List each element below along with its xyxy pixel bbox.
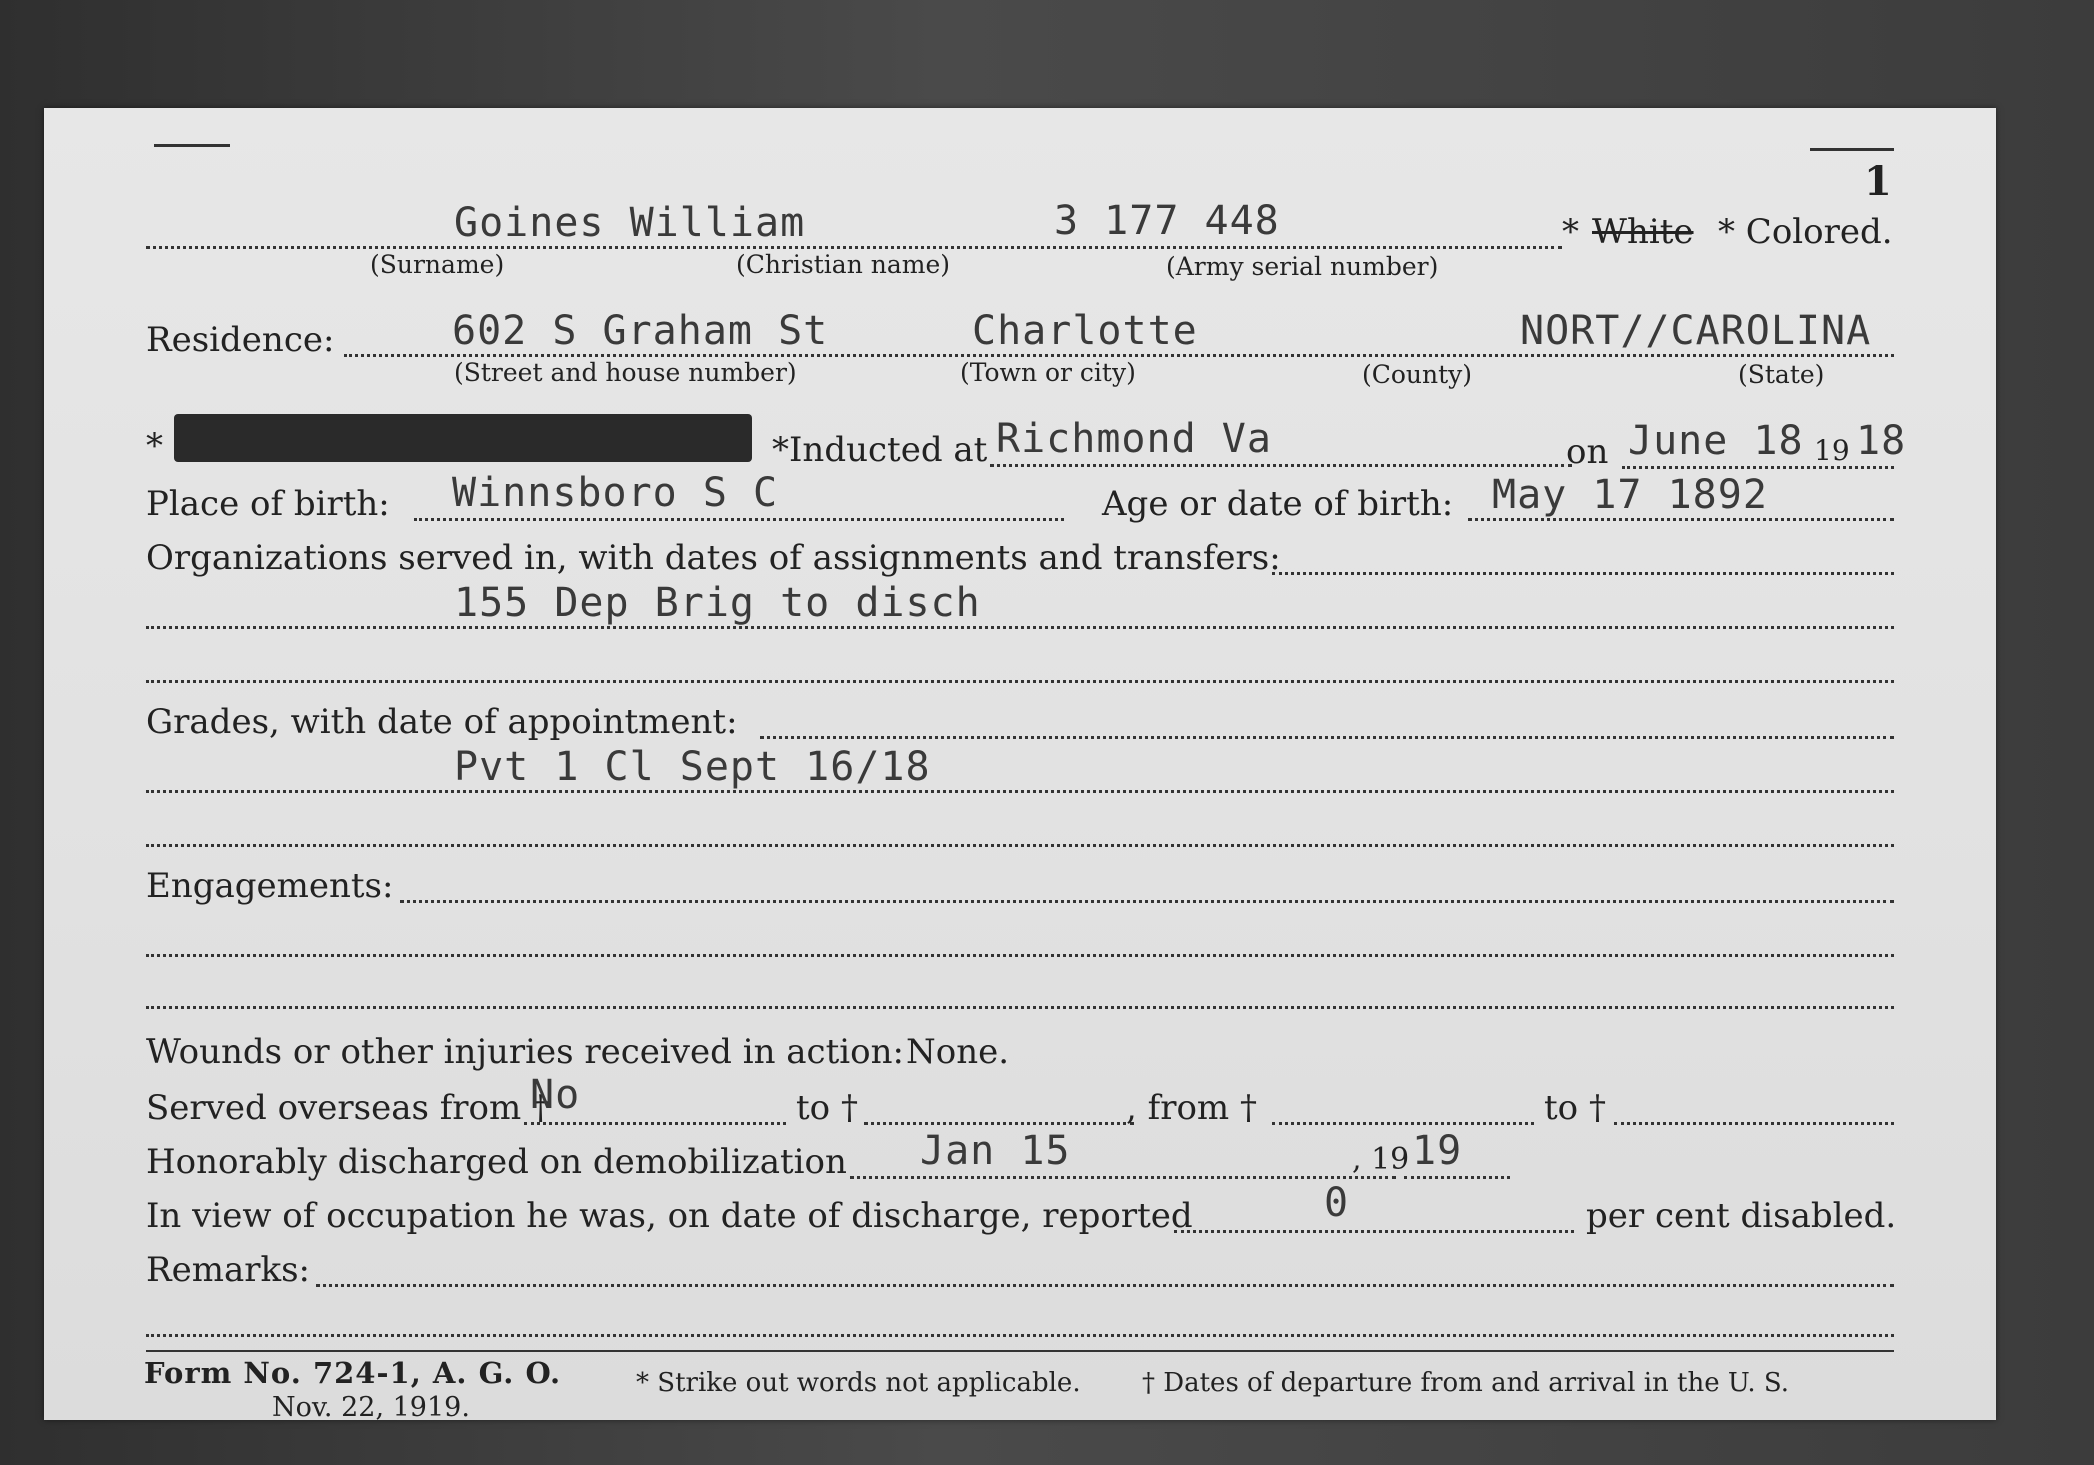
caption-town: (Town or city): [960, 358, 1136, 387]
induction-year-suffix: 18: [1856, 418, 1907, 464]
remarks-line-2: [146, 1334, 1894, 1337]
date-of-birth-label: Age or date of birth:: [1102, 484, 1454, 524]
residence-town: Charlotte: [972, 308, 1198, 354]
disability-suffix: per cent disabled.: [1586, 1196, 1897, 1236]
inducted-label: *Inducted at: [772, 430, 988, 470]
discharge-date-line: [850, 1176, 1396, 1179]
overseas-label: Served overseas from †: [146, 1088, 550, 1128]
grades-entry: Pvt 1 Cl Sept 16/18: [454, 744, 931, 790]
residence-label: Residence:: [146, 320, 335, 360]
footer-rule: [146, 1350, 1894, 1352]
redaction-bar: [174, 414, 752, 462]
grades-label: Grades, with date of appointment:: [146, 702, 738, 742]
caption-street: (Street and house number): [454, 358, 797, 387]
residence-line: [344, 354, 1894, 357]
date-of-birth-line: [1468, 518, 1894, 521]
discharge-date: Jan 15: [920, 1128, 1071, 1174]
caption-surname: (Surname): [370, 250, 505, 279]
place-of-birth-label: Place of birth:: [146, 484, 390, 524]
place-of-birth-line: [414, 518, 1064, 521]
wounds-label: Wounds or other injuries received in action:: [146, 1032, 904, 1072]
residence-street: 602 S Graham St: [452, 308, 829, 354]
inducted-line: [990, 464, 1572, 467]
disability-value: 0: [1324, 1180, 1350, 1226]
discharge-year-suffix: 19: [1412, 1128, 1463, 1174]
induction-on-label: on: [1566, 432, 1609, 472]
engagements-label: Engagements:: [146, 866, 394, 906]
overseas-value: No: [530, 1072, 581, 1118]
race-colored: * Colored.: [1718, 212, 1893, 252]
discharge-year-prefix: , 19: [1352, 1142, 1410, 1177]
service-record-card: [44, 108, 1996, 1423]
overseas-from-line-2: [1272, 1122, 1534, 1125]
overseas-to-line-1: [864, 1122, 1134, 1125]
discharge-year-line: [1404, 1176, 1510, 1179]
engagements-line-1: [400, 900, 1894, 903]
form-number: Form No. 724-1, A. G. O.: [144, 1356, 562, 1390]
date-of-birth-value: May 17 1892: [1492, 472, 1768, 518]
serial-number-value: 3 177 448: [1054, 198, 1280, 244]
engagements-line-3: [146, 1006, 1894, 1009]
organizations-entry: 155 Dep Brig to disch: [454, 580, 981, 626]
induction-date-line: [1622, 466, 1894, 469]
top-left-rule: [154, 144, 230, 147]
surname-value: Goines William: [454, 200, 806, 246]
organizations-line-1: [1272, 572, 1894, 575]
caption-county: (County): [1362, 360, 1473, 389]
overseas-from-line: [524, 1122, 786, 1125]
disability-label: In view of occupation he was, on date of discharge, reported: [146, 1196, 1193, 1236]
discharge-label: Honorably discharged on demobilization: [146, 1142, 847, 1182]
grades-line-2: [146, 790, 1894, 793]
residence-state: NORT//CAROLINA: [1520, 308, 1872, 354]
organizations-label: Organizations served in, with dates of assignments and transfers:: [146, 538, 1281, 578]
caption-serial-number: (Army serial number): [1166, 252, 1439, 281]
induction-asterisk: *: [146, 426, 163, 466]
grades-line-3: [146, 844, 1894, 847]
caption-christian-name: (Christian name): [736, 250, 951, 279]
organizations-line-2: [146, 626, 1894, 629]
overseas-to-label-2: to †: [1544, 1088, 1606, 1128]
place-of-birth-value: Winnsboro S C: [452, 470, 779, 516]
organizations-line-3: [146, 680, 1894, 683]
dagger-note: † Dates of departure from and arrival in the U. S.: [1142, 1368, 1790, 1398]
remarks-label: Remarks:: [146, 1250, 310, 1290]
race-white-struck: White: [1592, 212, 1694, 252]
induction-year-prefix: 19: [1814, 434, 1850, 467]
form-date: Nov. 22, 1919.: [272, 1392, 470, 1423]
disability-line: [1174, 1230, 1574, 1233]
overseas-from-label-2: , from †: [1126, 1088, 1257, 1128]
name-line: [146, 246, 1562, 249]
inducted-place: Richmond Va: [996, 416, 1272, 462]
caption-state: (State): [1738, 360, 1825, 389]
overseas-to-label-1: to †: [796, 1088, 858, 1128]
grades-line-1: [760, 736, 1894, 739]
induction-date: June 18: [1628, 418, 1804, 464]
remarks-line-1: [316, 1284, 1894, 1287]
overseas-to-line-2: [1614, 1122, 1894, 1125]
engagements-line-2: [146, 954, 1894, 957]
page-number: 1: [1864, 158, 1892, 205]
strike-note: * Strike out words not applicable.: [636, 1368, 1081, 1398]
wounds-value: None.: [906, 1032, 1010, 1072]
top-right-rule: [1810, 148, 1894, 151]
race-asterisk: *: [1562, 212, 1579, 252]
